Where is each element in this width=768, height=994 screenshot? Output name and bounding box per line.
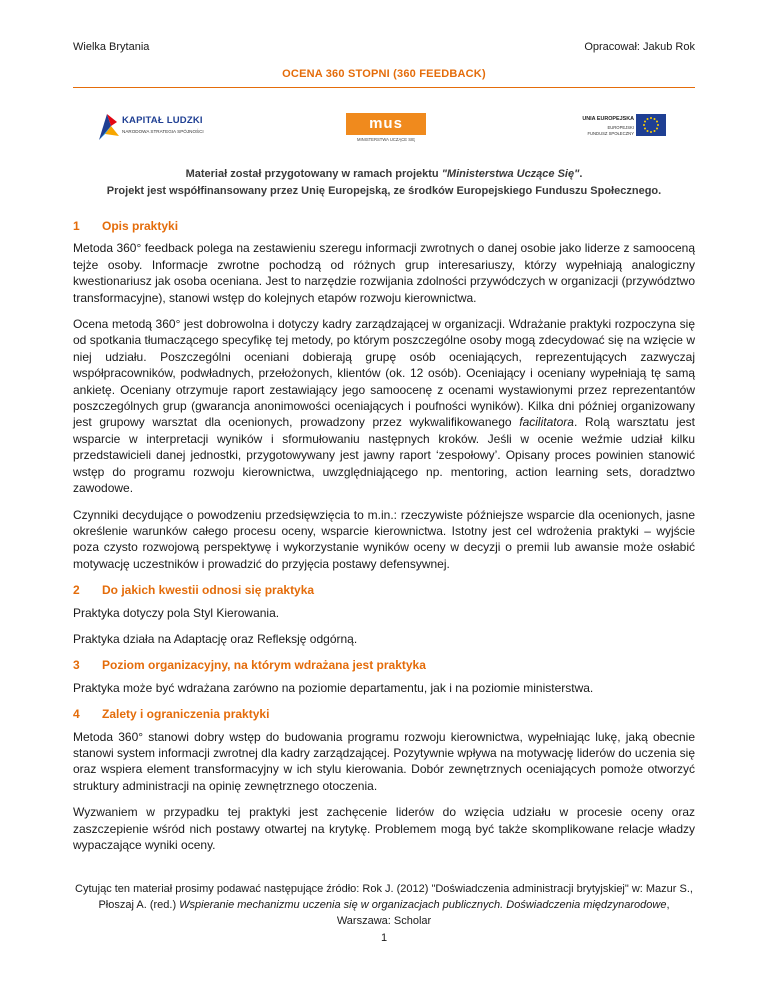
kapital-ludzki-subtitle: NARODOWA STRATEGIA SPÓJNOŚCI — [122, 129, 204, 134]
paragraph: Metoda 360° feedback polega na zestawieniu szeregu informacji zwrotnych o danej osobie jako liderze z samooceną tejże osoby. Informacje zwrotne pochodzą od różnych grup interesariuszy, którzy wypełniają analogiczny kwestionariusz jak osoba oceniana. Jest to narzędzie rozwijania zdolności przywódczych w organizacji (przywództwo transformacyjne), stanowi wstęp do kolejnych etapów rozwoju kierownictwa. — [73, 241, 695, 305]
header-author: Opracował: Jakub Rok — [584, 41, 695, 53]
section-heading: 3 Poziom organizacyjny, na którym wdrażana jest praktyka — [73, 658, 426, 673]
kapital-ludzki-logo — [97, 110, 212, 148]
intro-line-1: Materiał został przygotowany w ramach projektu "Ministerstwa Uczące Się". — [185, 168, 583, 180]
paragraph: Ocena metodą 360° jest dobrowolna i dotyczy kadry zarządzającej w organizacji. Wdrażanie praktyki rozpoczyna się od spotkania tłumaczącego specyfikę tej metody, po którym poszczególne osoby mogą zdecydować się na wzięcie w niej udziału. Poszczególni oceniani dobierają grupę osób oceniających, reprezentujących zazwyczaj współpracowników, podwładnych, przełożonych, klientów (ok. 12 osób). Oceniający i oceniany wypełniają tę samą ankietę. Oceniany otrzymuje raport zestawiający jego samoocenę z ocenami wystawionymi przez reprezentantów poszczególnych grup (gwarancja anonimowości oceniających i poufności wyników). Kilka dni później organizowany jest grupowy warsztat dla ocenionych, prowadzony przez wykwalifikowanego facilitatora. Rolą warsztatu jest wsparcie w interpretacji wyników i sformułowaniu następnych kroków. Jeśli w ocenie weźmie udział kilku przedstawicieli danej jednostki, przygotowywany jest jawny raport ‘zespołowy’. Opisany proces powinien stanowić wstęp do programu rozwoju kierownictwa, uwzględniającego np. mentoring, action learning sets, doradztwo zawodowe. — [73, 317, 695, 496]
paragraph: Metoda 360° stanowi dobry wstęp do budowania programu rozwoju kierownictwa, wypełniając lukę, jaką obecnie stanowi system informacji zwrotnej dla kadry zarządzającej. Pozytywnie wpływa na motywację liderów do uczenia się oraz wspiera element transformacyjny w ich stylu kierowania. Dobór zewnętrznych oceniających pomoże otworzyć struktury administracji na opinię zewnętrznego otoczenia. — [73, 729, 695, 793]
section-3 — [73, 657, 695, 696]
eu-logo — [566, 114, 666, 142]
header-country: Wielka Brytania — [73, 41, 150, 53]
paragraph: Praktyka dotyczy pola Styl Kierowania. — [73, 605, 280, 620]
eu-logo-line1: EUROPEJSKI — [607, 125, 634, 130]
section-heading: 1 Opis praktyki — [73, 219, 179, 233]
intro-line-2: Projekt jest współfinansowany przez Unię Europejską, ze środków Europejskiego Funduszu Społecznego. — [106, 185, 662, 197]
eu-logo-name: UNIA EUROPEJSKA — [582, 116, 634, 122]
paragraph: Wyzwaniem w przypadku tej praktyki jest zachęcenie liderów do wzięcia udziału w procesie oceny oraz zaszczepienie wśród nich postawy otwartej na krytykę. Problemem mogą być także skomplikowane relacje władzy wypaczające wyniki oceny. — [73, 805, 695, 852]
page-number: 1 — [380, 932, 388, 944]
mus-logo-subtitle: MINISTERSTWA UCZĄCE SIĘ — [356, 137, 415, 142]
paragraph: Praktyka może być wdrażana zarówno na poziomie departamentu, jak i na poziomie ministerstwa. — [73, 680, 594, 695]
section-heading: 2 Do jakich kwestii odnosi się praktyka — [73, 583, 315, 598]
eu-logo-line2: FUNDUSZ SPOŁECZNY — [587, 131, 634, 136]
kapital-ludzki-name: KAPITAŁ LUDZKI — [122, 115, 203, 126]
project-intro — [73, 166, 695, 200]
mus-logo — [346, 113, 426, 145]
section-2 — [73, 582, 695, 647]
book-title: Wspieranie mechanizmu uczenia się w organizacjach publicznych. Doświadczenia międzynarodowe — [179, 899, 667, 911]
section-1 — [73, 218, 695, 572]
title-underline — [73, 87, 695, 88]
kapital-ludzki-icon — [97, 112, 121, 142]
paragraph: Praktyka działa na Adaptację oraz Refleksję odgórną. — [73, 631, 358, 646]
section-4 — [73, 706, 695, 853]
mus-logo-name: mus — [346, 113, 426, 135]
document-title: OCENA 360 STOPNI (360 FEEDBACK) — [282, 68, 486, 80]
document-body — [73, 218, 695, 863]
eu-flag-icon — [636, 114, 666, 136]
citation-note: Cytując ten materiał prosimy podawać następujące źródło: Rok J. (2012) "Doświadczenia administracji brytyjskiej" w: Mazur S., Płoszaj A. (red.) Wspieranie mechanizmu uczenia się w organizacjach publicznych. Doświadczenia międzynarodowe, Warszawa: Scholar — [75, 883, 693, 927]
project-name: "Ministerstwa Uczące Się" — [441, 168, 580, 180]
section-heading: 4 Zalety i ograniczenia praktyki — [73, 707, 270, 722]
paragraph: Czynniki decydujące o powodzeniu przedsięwzięcia to m.in.: rzeczywiste późniejsze wsparcie dla ocenionych, jasne określenie warunków całego procesu oceny, wsparcie kierownictwa. Istotny jest cel wdrożenia praktyki – wyjście poza czysto rozwojową perspektywę i wykorzystanie wyników oceny w decyzji o premii lub awansie może osłabić motywację uczestników i prowadzić do przyjęcia postawy defensywnej. — [73, 507, 695, 571]
